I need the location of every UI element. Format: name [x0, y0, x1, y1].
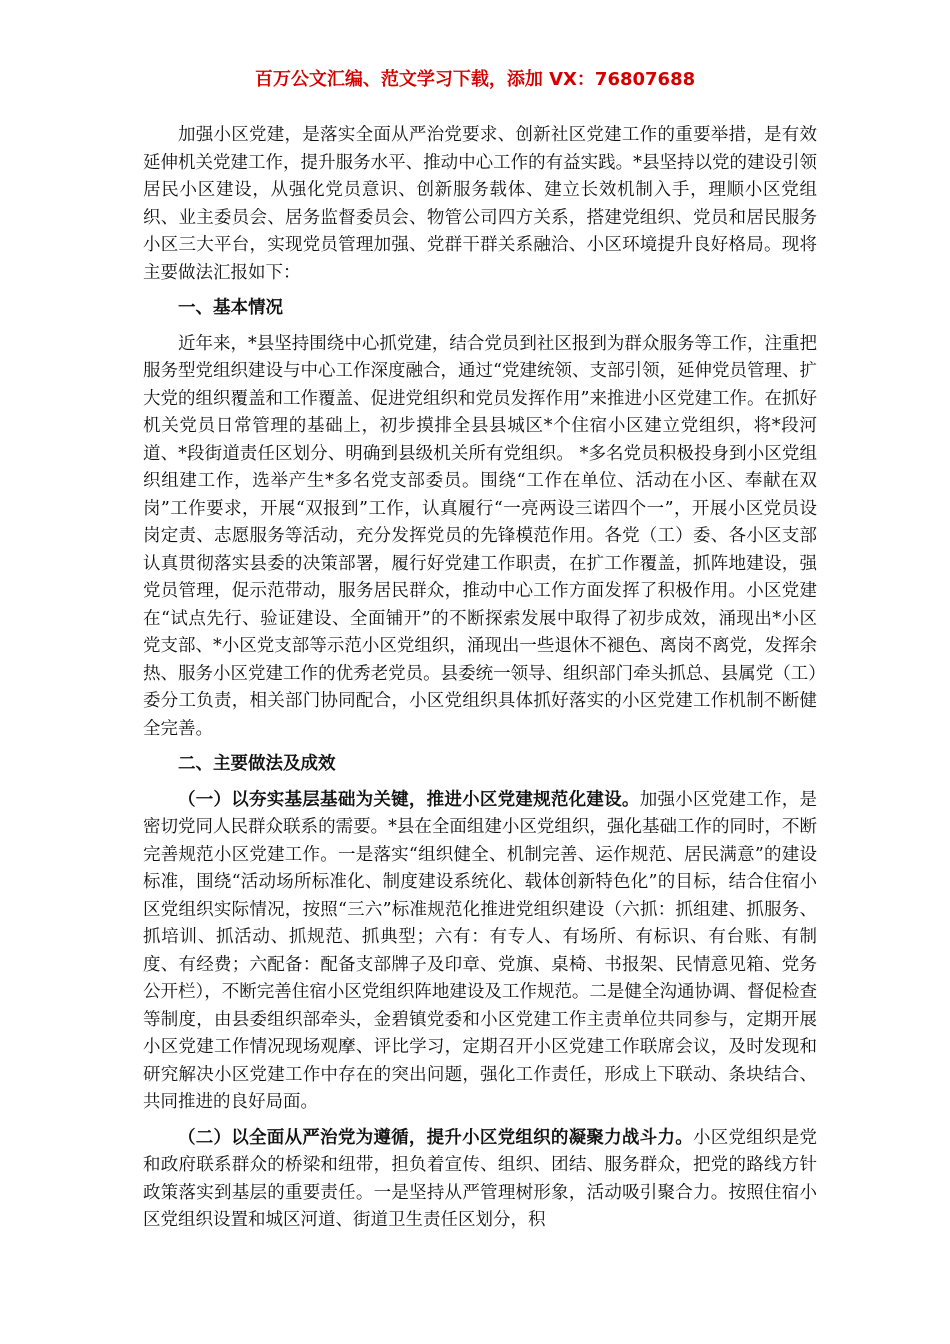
- measure2-lead: （二）以全面从严治党为遵循，提升小区党组织的凝聚力战斗力。: [178, 1127, 693, 1148]
- measure1-text: 加强小区党建工作，是密切党同人民群众联系的需要。*县在全面组建小区党组织，强化基础工作的同时，不断完善规范小区党建工作。一是落实“组织健全、机制完善、运作规范、居民满意”的建设标准，围绕“活动场所标准化、制度建设系统化、载体创新特色化”的目标，结合住宿小区党组织实际情况，按照“三六”标准规范化推进党组织建设（六抓：抓组建、抓服务、抓培训、抓活动、抓规范、抓典型；六有：有专人、有场所、有标识、有台账、有制度、有经费；六配备：配备支部牌子及印章、党旗、桌椅、书报架、民情意见箱、党务公开栏），不断完善住宿小区党组织阵地建设及工作规范。二是健全沟通协调、督促检查等制度，由县委组织部牵头，金碧镇党委和小区党建工作主责单位共同参与，定期开展小区党建工作情况现场观摩、评比学习，定期召开小区党建工作联席会议，及时发现和研究解决小区党建工作中存在的突出问题，强化工作责任，形成上下联动、条块结合、共同推进的良好局面。: [143, 789, 818, 1112]
- page-header-banner: 百万公文汇编、范文学习下载，添加 VX：76807688: [254, 69, 696, 90]
- section-heading-basic: 一、基本情况: [178, 298, 283, 318]
- measure1-paragraph: [143, 787, 817, 1117]
- measure2-text: 小区党组织是党和政府联系群众的桥梁和纽带，担负着宣传、组织、团结、服务群众，把党的路线方针政策落实到基层的重要责任。一是坚持从严管理树形象，活动吸引聚合力。按照住宿小区党组织设置和城区河道、街道卫生责任区划分，积: [143, 1127, 818, 1230]
- intro-paragraph: 加强小区党建，是落实全面从严治党要求、创新社区党建工作的重要举措，是有效延伸机关党建工作，提升服务水平、推动中心工作的有益实践。*县坚持以党的建设引领居民小区建设，从强化党员意识、创新服务载体、建立长效机制入手，理顺小区党组织、业主委员会、居务监督委员会、物管公司四方关系，搭建党组织、党员和居民服务小区三大平台，实现党员管理加强、党群干群关系融洽、小区环境提升良好格局。现将主要做法汇报如下：: [143, 125, 817, 283]
- measure1-lead: （一）以夯实基层基础为关键，推进小区党建规范化建设。: [178, 789, 640, 810]
- measure2-paragraph: [143, 1125, 817, 1235]
- document-body: [143, 122, 817, 1235]
- section-heading-measures: 二、主要做法及成效: [178, 754, 336, 774]
- section1-paragraph: 近年来，*县坚持围绕中心抓党建，结合党员到社区报到为群众服务等工作，注重把服务型党组织建设与中心工作深度融合，通过“党建统领、支部引领，延伸党员管理、扩大党的组织覆盖和工作覆盖、促进党组织和党员发挥作用”来推进小区党建工作。在抓好机关党员日常管理的基础上，初步摸排全县县城区*个住宿小区建立党组织，将*段河道、*段街道责任区划分、明确到县级机关所有党组织。 *多名党员积极投身到小区党组织组建工作，选举产生*多名党支部委员。围绕“工作在单位、活动在小区、奉献在双岗”工作要求，开展“双报到”工作，认真履行“一亮两设三诺四个一”，开展小区党员设岗定责、志愿服务等活动，充分发挥党员的先锋模范作用。各党（工）委、各小区支部认真贯彻落实县委的决策部署，履行好党建工作职责，在扩工作覆盖，抓阵地建设，强党员管理，促示范带动，服务居民群众，推动中心工作方面发挥了积极作用。小区党建在“试点先行、验证建设、全面铺开”的不断探索发展中取得了初步成效，涌现出*小区党支部、*小区党支部等示范小区党组织，涌现出一些退休不褪色、离岗不离党，发挥余热、服务小区党建工作的优秀老党员。县委统一领导、组织部门牵头抓总、县属党（工）委分工负责，相关部门协同配合，小区党组织具体抓好落实的小区党建工作机制不断健全完善。: [143, 333, 817, 739]
